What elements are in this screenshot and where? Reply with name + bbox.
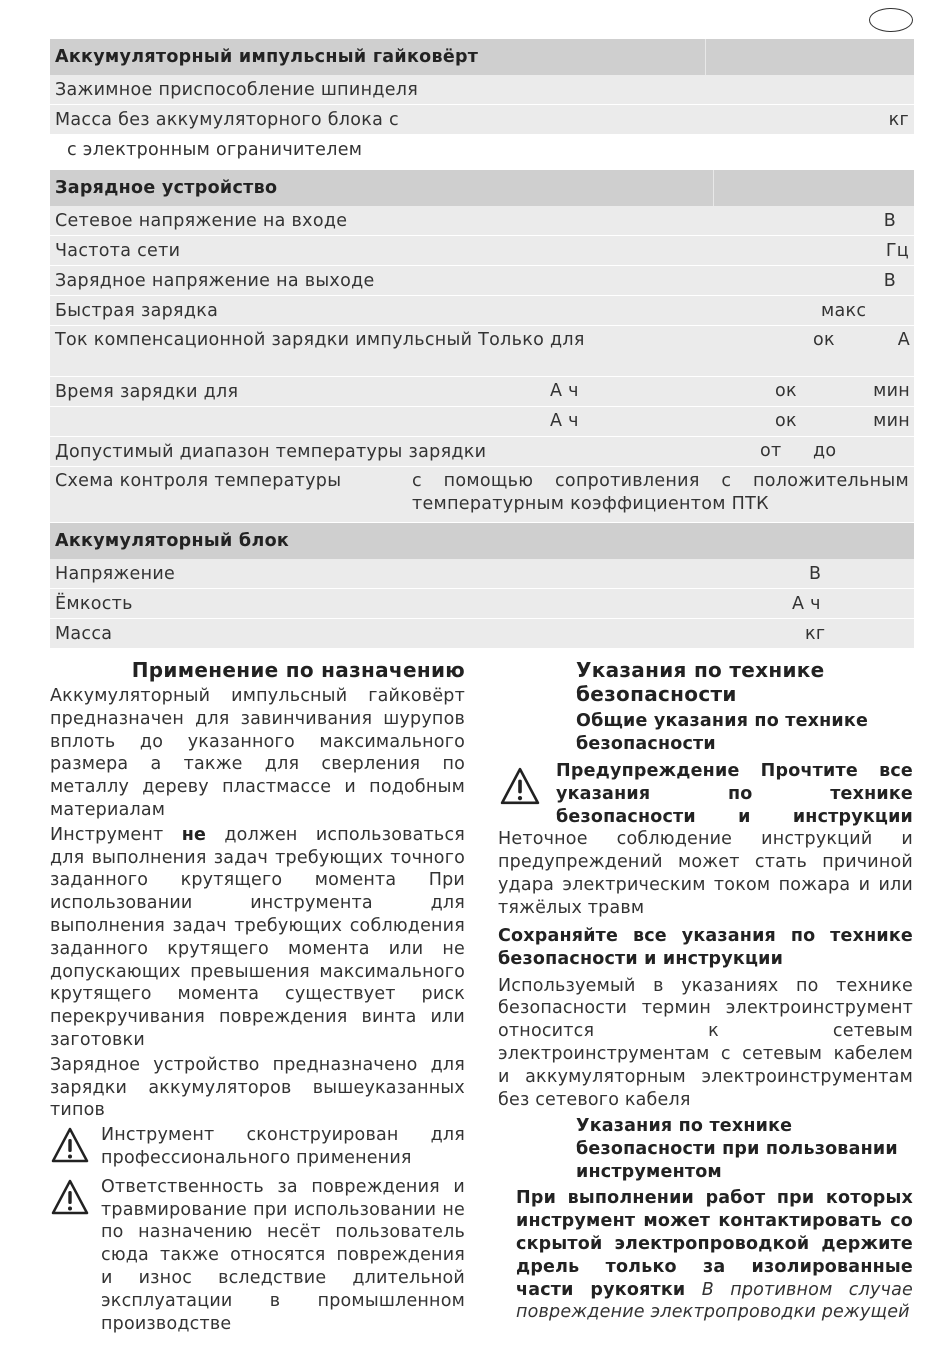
- charge-time-label: Время зарядки для: [55, 381, 239, 402]
- hidden-wiring-paragraph: При выполнении работ при которых инструмент может контактировать со скрытой электропроводкой держите дрель только за изолированные части рукоятки В противном случае повреждение электропроводки режущей: [516, 1188, 913, 1323]
- comp-charge-label: Ток компенсационной зарядки импульсный Только для: [50, 326, 713, 377]
- fast-charge-unit: макс: [713, 296, 914, 326]
- professional-use-warning: [50, 1124, 465, 1170]
- weight-sub-label: с электронным ограничителем: [50, 135, 705, 165]
- temp-range-from: от: [760, 441, 782, 461]
- tool-title: Аккумуляторный импульсный гайковёрт: [50, 39, 705, 75]
- temp-range-to: до: [813, 441, 837, 461]
- temp-control-value-2: температурным коэффициентом ПТК: [412, 494, 769, 514]
- input-voltage-unit: В: [713, 206, 914, 236]
- responsibility-warning: [50, 1176, 465, 1336]
- battery-mass-unit: кг: [705, 619, 914, 649]
- battery-voltage-unit: В: [705, 559, 914, 589]
- warning-triangle-icon: [50, 1126, 90, 1164]
- frequency-label: Частота сети: [50, 236, 713, 266]
- left-column: [50, 658, 465, 1335]
- spindle-label: Зажимное приспособление шпинделя: [50, 75, 705, 105]
- battery-spec-table: [50, 523, 914, 649]
- charge-time-ah-2: А ч: [550, 411, 579, 431]
- keep-instructions-heading: Сохраняйте все указания по технике безопасности и инструкции: [498, 925, 913, 969]
- fast-charge-label: Быстрая зарядка: [50, 296, 713, 326]
- output-voltage-label: Зарядное напряжение на выходе: [50, 266, 713, 296]
- read-instructions-text: Предупреждение Прочтите все указания по технике безопасности и инструкции Неточное соблюдение инструкций и предупреждений может стать причиной удара электрическим током пожара и или тяжёлых травм: [498, 761, 913, 918]
- comp-charge-unit: А: [897, 330, 910, 350]
- charge-time-min-2: мин: [873, 411, 910, 431]
- battery-title: Аккумуляторный блок: [50, 523, 914, 559]
- temp-control-label: Схема контроля температуры: [55, 471, 342, 491]
- intended-use-paragraph-3: Зарядное устройство предназначено для зарядки аккумуляторов вышеуказанных типов: [50, 1054, 465, 1121]
- tool-spec-table: [50, 39, 914, 164]
- general-safety-subheading: Общие указания по технике безопасности: [576, 711, 869, 754]
- language-oval-marker: [869, 8, 913, 32]
- battery-voltage-label: Напряжение: [50, 559, 705, 589]
- charger-spec-table: [50, 170, 914, 523]
- comp-charge-ok: ок: [813, 330, 835, 350]
- tool-safety-subheading: Указания по технике безопасности при пользовании инструментом: [576, 1116, 898, 1183]
- intended-use-heading: Применение по назначению: [131, 658, 465, 682]
- professional-use-text: Инструмент сконструирован для профессионального применения: [101, 1125, 465, 1168]
- charger-title: Зарядное устройство: [50, 170, 713, 206]
- temp-range-label: Допустимый диапазон температуры зарядки: [50, 437, 713, 467]
- temp-control-value-1: с помощью сопротивления с положительным: [412, 471, 909, 491]
- right-column: [498, 658, 913, 1324]
- warning-triangle-icon: [498, 766, 542, 806]
- intended-use-paragraph-2: Инструмент не должен использоваться для выполнения задач требующих точного заданного крутящего момента При использовании инструмента для выполнения задач требующих соблюдения заданного крутящего момента или не допускающих превышения максимального крутящего момента существует риск перекручивания повреждения винта или заготовки: [50, 824, 465, 1050]
- charge-time-min-1: мин: [873, 381, 910, 401]
- battery-mass-label: Масса: [50, 619, 705, 649]
- output-voltage-unit: В: [713, 266, 914, 296]
- responsibility-text: Ответственность за повреждения и травмирование при использовании не по назначению несёт пользователь сюда также относятся повреждения и износ вследствие длительной эксплуатации в промышленном производстве: [101, 1176, 465, 1334]
- intended-use-paragraph-1: Аккумуляторный импульсный гайковёрт предназначен для завинчивания шурупов вплоть до указанного максимального размера а также для сверления по металлу дереву пластмассе и подобным материалам: [50, 686, 465, 820]
- battery-capacity-unit: А ч: [705, 589, 914, 619]
- weight-unit: кг: [705, 105, 914, 135]
- warning-triangle-icon: [50, 1178, 90, 1216]
- charge-time-ok-1: ок: [775, 381, 797, 401]
- battery-capacity-label: Ёмкость: [50, 589, 705, 619]
- frequency-unit: Гц: [713, 236, 914, 266]
- charge-time-ah-1: А ч: [550, 381, 579, 401]
- read-instructions-warning: [498, 760, 913, 920]
- input-voltage-label: Сетевое напряжение на входе: [50, 206, 713, 236]
- safety-heading: Указания по технике безопасности: [576, 658, 825, 706]
- charge-time-ok-2: ок: [775, 411, 797, 431]
- term-definition-paragraph: Используемый в указаниях по технике безопасности термин электроинструмент относится к сетевым электроинструментам с сетевым кабелем и аккумуляторным электроинструментам без сетевого кабеля: [498, 975, 913, 1110]
- weight-label: Масса без аккумуляторного блока с: [50, 105, 705, 135]
